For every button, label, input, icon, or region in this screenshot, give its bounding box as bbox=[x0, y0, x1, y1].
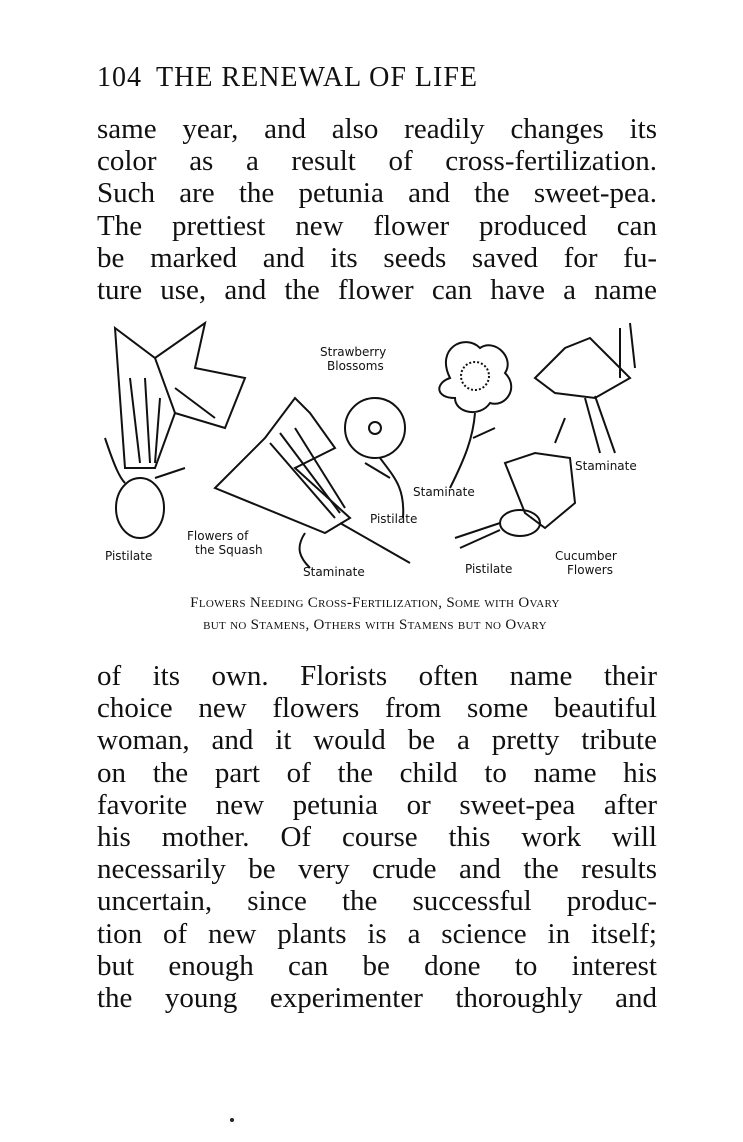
text-line: ture use, and the flower can have a name bbox=[97, 273, 657, 306]
text-line: tion of new plants is a science in itself; bbox=[97, 917, 657, 950]
figure-caption bbox=[90, 592, 660, 636]
text-line: of its own. Florists often name their bbox=[97, 660, 657, 692]
strawberry-pistilate-drawing bbox=[345, 398, 405, 518]
label-squash-1: Flowers of bbox=[187, 529, 249, 543]
label-strawberry-1: Strawberry bbox=[320, 345, 387, 359]
label-staminate-cucumber: Staminate bbox=[575, 459, 637, 473]
text-line: color as a result of cross-fertilization. bbox=[97, 145, 657, 178]
label-pistilate-squash: Pistilate bbox=[105, 549, 153, 563]
label-squash-2: the Squash bbox=[195, 543, 263, 557]
running-header bbox=[97, 62, 478, 94]
label-cucumber-2: Flowers bbox=[567, 563, 613, 577]
running-title: THE RENEWAL OF LIFE bbox=[156, 62, 479, 93]
strawberry-staminate-drawing bbox=[439, 342, 511, 488]
caption-line: Flowers Needing Cross-Fertilization, Some with Ovary bbox=[190, 595, 560, 611]
text-line: his mother. Of course this work will bbox=[97, 820, 657, 853]
paragraph-before-figure bbox=[97, 113, 657, 306]
paragraph-after-figure bbox=[97, 660, 657, 1014]
text-line: be marked and its seeds saved for fu- bbox=[97, 241, 657, 274]
caption-line: but no Stamens, Others with Stamens but no Ovary bbox=[203, 617, 547, 633]
label-pistilate-strawberry: Pistilate bbox=[370, 512, 418, 526]
text-line: on the part of the child to name his bbox=[97, 756, 657, 789]
text-line: choice new flowers from some beautiful bbox=[97, 692, 657, 725]
text-line: The prettiest new flower produced can bbox=[97, 209, 657, 242]
label-cucumber-1: Cucumber bbox=[555, 549, 617, 563]
text-line: but enough can be done to interest bbox=[97, 949, 657, 982]
text-line: favorite new petunia or sweet-pea after bbox=[97, 788, 657, 821]
cucumber-staminate-drawing bbox=[535, 323, 635, 453]
flower-illustration bbox=[95, 318, 665, 588]
label-staminate-squash: Staminate bbox=[303, 565, 365, 579]
label-strawberry-2: Blossoms bbox=[327, 359, 384, 373]
text-line: the young experimenter thoroughly and bbox=[97, 981, 657, 1014]
squash-pistilate-drawing bbox=[105, 323, 245, 538]
text-line: Such are the petunia and the sweet-pea. bbox=[97, 177, 657, 210]
text-line: uncertain, since the successful produc- bbox=[97, 885, 657, 918]
page-number: 104 bbox=[97, 62, 142, 93]
scan-speck bbox=[230, 1118, 234, 1122]
label-pistilate-cucumber: Pistilate bbox=[465, 562, 513, 576]
text-line: necessarily be very crude and the results bbox=[97, 853, 657, 886]
text-line: woman, and it would be a pretty tribute bbox=[97, 724, 657, 757]
text-line: same year, and also readily changes its bbox=[97, 113, 657, 145]
label-staminate-strawberry: Staminate bbox=[413, 485, 475, 499]
